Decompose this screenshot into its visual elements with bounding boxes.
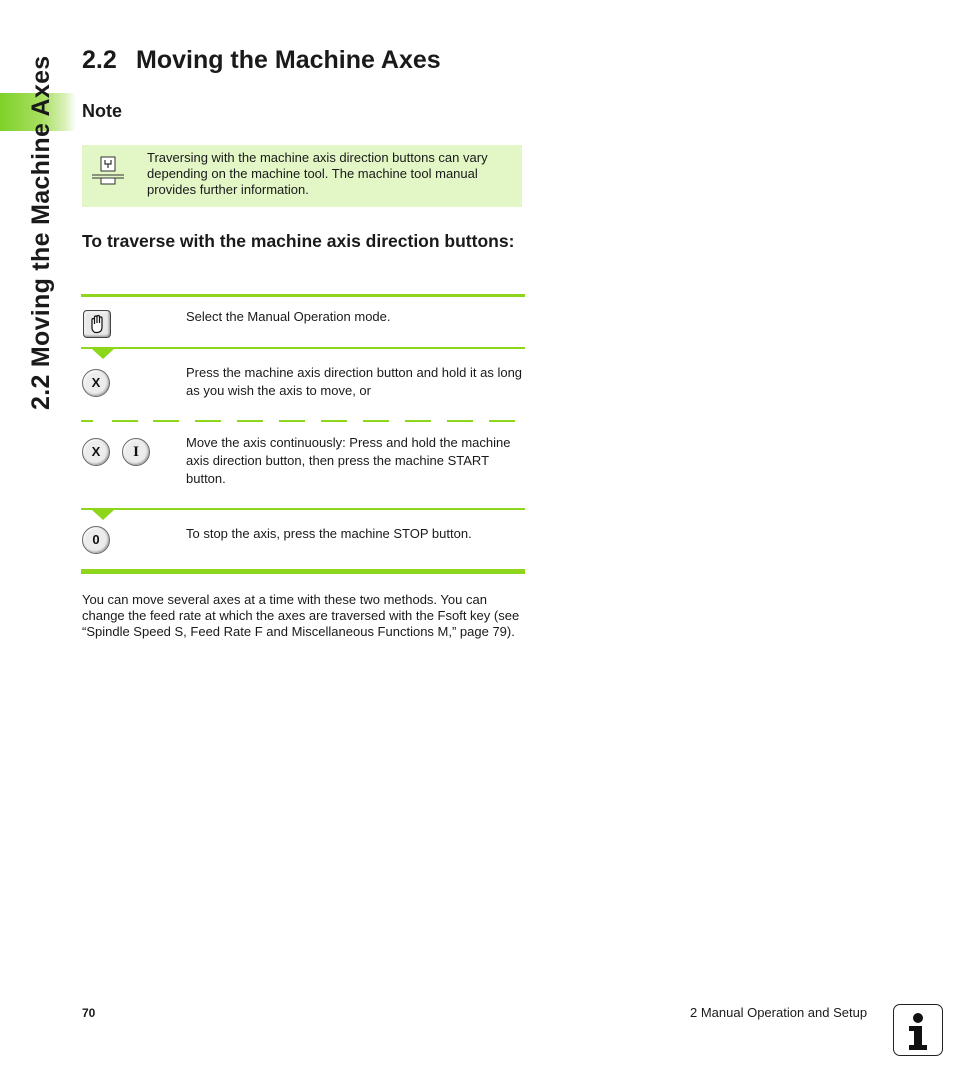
step-1-text: Select the Manual Operation mode. <box>186 309 391 324</box>
section-number: 2.2 <box>82 46 117 74</box>
note-heading: Note <box>82 101 122 121</box>
procedure-top-rule <box>81 294 525 297</box>
step-3-rule <box>81 508 525 510</box>
info-icon <box>893 1004 943 1056</box>
step-3-text: Move the axis continuously: Press and hold the machine axis direction button, then press the machine START button. <box>186 435 511 486</box>
start-key: I <box>122 438 150 466</box>
alternative-separator <box>81 420 521 422</box>
x-axis-key: X <box>82 369 110 397</box>
stop-key: 0 <box>82 526 110 554</box>
procedure-heading: To traverse with the machine axis direction buttons: <box>82 231 515 251</box>
footer-chapter: 2 Manual Operation and Setup <box>690 1005 868 1020</box>
note-text: Traversing with the machine axis direction buttons can vary depending on the machine tool. The machine tool manual provides further information. <box>147 150 488 197</box>
note-box <box>82 145 522 207</box>
sidebar-chapter-label: 2.2 Moving the Machine Axes <box>27 55 55 410</box>
hand-icon <box>84 311 110 337</box>
section-title: Moving the Machine Axes <box>136 46 441 74</box>
x-axis-key: X <box>82 438 110 466</box>
manual-operation-key <box>83 310 111 338</box>
step-arrow <box>92 349 114 359</box>
step-1-rule <box>81 347 525 349</box>
machine-manual-icon <box>91 155 125 185</box>
step-arrow <box>92 510 114 520</box>
page-number: 70 <box>82 1006 96 1020</box>
procedure-bottom-rule <box>81 569 525 574</box>
body-paragraph: You can move several axes at a time with these two methods. You can change the feed rate at which the axes are traversed with the Fsoft key (see “Spindle Speed S, Feed Rate F and Miscellaneous Functions M,” page 79). <box>82 592 520 639</box>
step-4-text: To stop the axis, press the machine STOP button. <box>186 526 472 541</box>
page-title <box>82 46 441 75</box>
step-2-text: Press the machine axis direction button and hold it as long as you wish the axis to move, or <box>186 365 523 398</box>
